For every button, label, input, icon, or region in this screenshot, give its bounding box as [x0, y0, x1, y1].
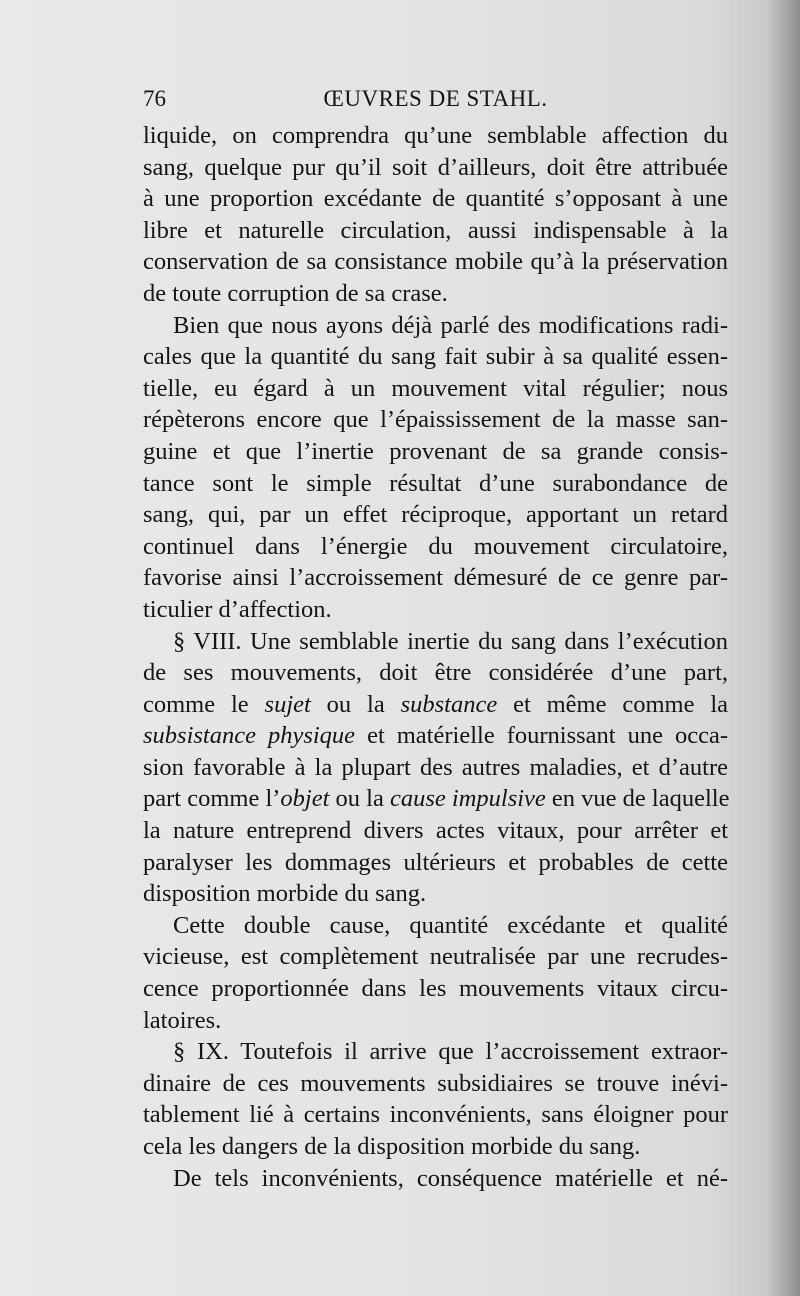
text-segment: continuel dans l’énergie du mouvement circulatoire, [143, 532, 728, 560]
text-line [143, 404, 728, 436]
text-segment: Cette double cause, quantité excédante et qualité [173, 911, 728, 939]
text-segment: sion favorable à la plupart des autres maladies, et d’autre [143, 753, 728, 781]
text-segment: ou la [329, 785, 390, 813]
text-segment: à une proportion excédante de quantité s’opposant à une [143, 185, 728, 213]
text-line [143, 499, 728, 531]
text-segment: en vue de laquelle [545, 785, 730, 813]
text-line [143, 562, 728, 594]
text-line [143, 878, 728, 910]
text-segment: comme le [143, 690, 265, 718]
text-segment: de toute corruption de sa crase. [143, 279, 448, 307]
text-line [143, 373, 728, 405]
text-line [143, 1036, 728, 1068]
text-segment: vicieuse, est complètement neutralisée par une recrudes- [143, 943, 728, 971]
text-line [143, 278, 728, 310]
body-text [143, 120, 728, 1194]
text-line [143, 847, 728, 879]
text-line [143, 341, 728, 373]
text-line [143, 783, 728, 815]
text-line [143, 973, 728, 1005]
text-segment: favorise ainsi l’accroissement démesuré de ce genre par- [143, 564, 728, 592]
text-line [143, 1068, 728, 1100]
text-segment: guine et que l’inertie provenant de sa grande consis- [143, 437, 728, 465]
text-segment: § IX. Toutefois il arrive que l’accroissement extraor- [173, 1038, 728, 1066]
text-line [143, 215, 728, 247]
text-segment: répèterons encore que l’épaississement de la masse san- [143, 406, 728, 434]
text-line [143, 1131, 728, 1163]
text-line [143, 910, 728, 942]
text-segment: la nature entreprend divers actes vitaux, pour arrêter et [143, 817, 728, 845]
text-line [143, 531, 728, 563]
text-segment: ticulier d’affection. [143, 595, 332, 623]
text-line [143, 1099, 728, 1131]
running-title: ŒUVRES DE STAHL. [323, 86, 548, 111]
text-line [143, 1005, 728, 1037]
text-segment: cela les dangers de la disposition morbide du sang. [143, 1133, 641, 1160]
text-segment: sang, quelque pur qu’il soit d’ailleurs, doit être attribuée [143, 153, 728, 181]
text-segment: De tels inconvénients, conséquence matérielle et né- [173, 1164, 728, 1192]
text-line [143, 594, 728, 626]
text-segment: ou la [310, 690, 401, 718]
text-segment: part comme l’ [143, 785, 281, 813]
text-segment: tance sont le simple résultat d’une surabondance de [143, 469, 728, 497]
text-line [143, 152, 728, 184]
italic-text: substance [400, 690, 498, 718]
text-segment: paralyser les dommages ultérieurs et probables de cette [143, 848, 728, 876]
text-line [143, 657, 728, 689]
italic-text: cause impulsive [389, 785, 546, 813]
text-segment: tablement lié à certains inconvénients, sans éloigner pour [143, 1101, 728, 1129]
text-line [143, 1163, 728, 1195]
text-segment: disposition morbide du sang. [143, 880, 427, 908]
text-line [143, 815, 728, 847]
text-line [143, 720, 728, 752]
text-line [143, 183, 728, 215]
text-segment: de ses mouvements, doit être considérée d’une part, [143, 659, 728, 687]
text-line [143, 752, 728, 784]
page-header [143, 86, 728, 122]
text-segment: et matérielle fournissant une occa- [355, 722, 728, 750]
text-line [143, 468, 728, 500]
text-line [143, 436, 728, 468]
text-segment: cence proportionnée dans les mouvements vitaux circu- [143, 975, 728, 1003]
text-segment: dinaire de ces mouvements subsidiaires se trouve inévi- [143, 1069, 728, 1097]
text-segment: tielle, eu égard à un mouvement vital régulier; nous [143, 374, 728, 402]
italic-text: subsistance physique [143, 722, 356, 750]
italic-text: objet [280, 785, 330, 813]
text-line [143, 120, 728, 152]
text-segment: sang, qui, par un effet réciproque, apportant un retard [143, 501, 728, 529]
text-segment: conservation de sa consistance mobile qu’à la préservation [143, 248, 728, 276]
text-line [143, 689, 728, 721]
italic-text: sujet [264, 690, 311, 718]
text-segment: latoires. [143, 1006, 222, 1034]
text-segment: liquide, on comprendra qu’une semblable affection du [143, 122, 728, 149]
page-number: 76 [143, 86, 166, 111]
page-edge-shadow [766, 0, 800, 1296]
text-line [143, 626, 728, 658]
text-segment: libre et naturelle circulation, aussi indispensable à la [143, 216, 728, 244]
text-line [143, 310, 728, 342]
text-segment: et même comme la [497, 690, 729, 718]
text-segment: § VIII. Une semblable inertie du sang dans l’exécution [173, 627, 728, 655]
text-line [143, 246, 728, 278]
text-segment: cales que la quantité du sang fait subir à sa qualité essen- [143, 343, 728, 371]
text-segment: Bien que nous ayons déjà parlé des modifications radi- [173, 311, 728, 339]
text-line [143, 941, 728, 973]
